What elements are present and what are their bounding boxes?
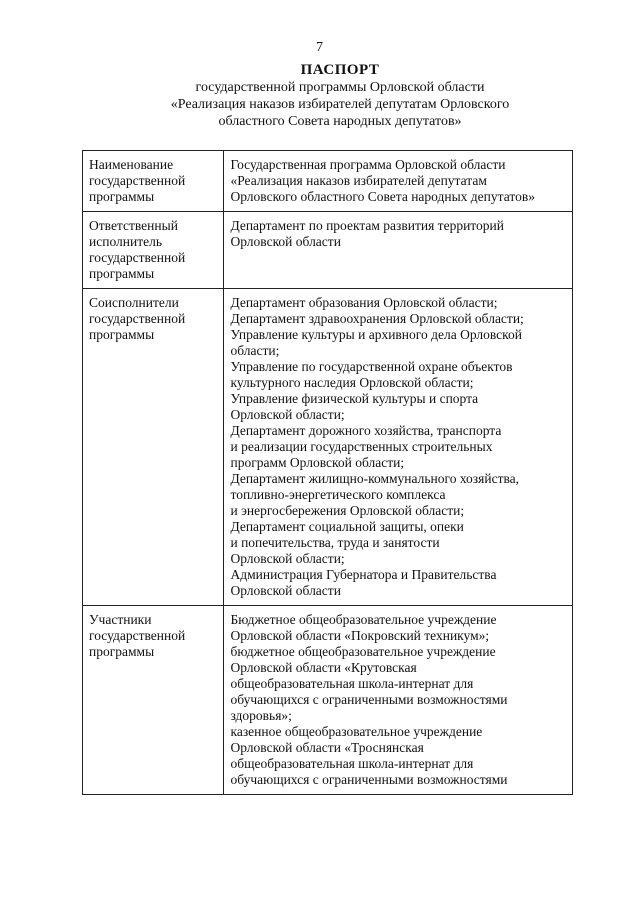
table-row-program-name bbox=[83, 151, 573, 212]
label-line: государственной bbox=[89, 311, 186, 326]
value-line: казенное общеобразовательное учреждение bbox=[230, 724, 483, 739]
label-line: государственной bbox=[89, 173, 186, 188]
value-line: программ Орловской области; bbox=[230, 455, 405, 470]
value-line: бюджетное общеобразовательное учреждение bbox=[230, 644, 496, 659]
value-line: общеобразовательная школа-интернат для bbox=[230, 756, 474, 771]
label-line: Участники bbox=[89, 612, 152, 627]
row-label bbox=[83, 212, 224, 289]
label-line: Наименование bbox=[89, 157, 174, 172]
value-line: и энергосбережения Орловской области; bbox=[230, 503, 465, 518]
value-line: Администрация Губернатора и Правительства bbox=[230, 567, 497, 582]
row-value bbox=[224, 212, 573, 289]
value-line: Департамент дорожного хозяйства, транспорта bbox=[230, 423, 502, 438]
document-title-block bbox=[60, 62, 620, 130]
value-line: обучающихся с ограниченными возможностями bbox=[230, 772, 508, 787]
row-value bbox=[224, 151, 573, 212]
document-subtitle-line: «Реализация наказов избирателей депутатам Орловского bbox=[170, 97, 510, 112]
row-label bbox=[83, 151, 224, 212]
value-line: Департамент жилищно-коммунального хозяйства, bbox=[230, 471, 520, 486]
label-line: программы bbox=[89, 327, 155, 342]
value-line: Государственная программа Орловской области bbox=[230, 157, 506, 172]
label-line: программы bbox=[89, 644, 155, 659]
row-value bbox=[224, 289, 573, 606]
value-line: и реализации государственных строительных bbox=[230, 439, 493, 454]
document-subtitle-line: областного Совета народных депутатов» bbox=[218, 114, 462, 129]
label-line: Соисполнители bbox=[89, 295, 179, 310]
value-line: культурного наследия Орловской области; bbox=[230, 375, 474, 390]
value-line: Орловской области bbox=[230, 583, 341, 598]
value-line: Управление культуры и архивного дела Орловской bbox=[230, 327, 523, 342]
value-line: Орловской области «Покровский техникум»; bbox=[230, 628, 490, 643]
value-line: Орловской области bbox=[230, 234, 341, 249]
label-line: государственной bbox=[89, 628, 186, 643]
value-line: и попечительства, труда и занятости bbox=[230, 535, 440, 550]
value-line: Бюджетное общеобразовательное учреждение bbox=[230, 612, 497, 627]
value-line: Департамент социальной защиты, опеки bbox=[230, 519, 464, 534]
document-subtitle-line: государственной программы Орловской области bbox=[195, 80, 485, 95]
page-number: 7 bbox=[316, 40, 323, 55]
label-line: программы bbox=[89, 189, 155, 204]
value-line: Орловской области «Крутовская bbox=[230, 660, 417, 675]
value-line: топливно-энергетического комплекса bbox=[230, 487, 446, 502]
value-line: Орловского областного Совета народных депутатов» bbox=[230, 189, 535, 204]
value-line: Департамент здравоохранения Орловской области; bbox=[230, 311, 524, 326]
value-line: Орловской области; bbox=[230, 551, 345, 566]
table-row-co-executors bbox=[83, 289, 573, 606]
row-value bbox=[224, 606, 573, 795]
row-label bbox=[83, 289, 224, 606]
table-row-participants bbox=[83, 606, 573, 795]
value-line: области; bbox=[230, 343, 280, 358]
label-line: государственной bbox=[89, 250, 186, 265]
table-row-responsible-executor bbox=[83, 212, 573, 289]
label-line: программы bbox=[89, 266, 155, 281]
passport-table bbox=[82, 150, 573, 795]
label-line: исполнитель bbox=[89, 234, 162, 249]
row-label bbox=[83, 606, 224, 795]
value-line: здоровья»; bbox=[230, 708, 292, 723]
value-line: Департамент образования Орловской области; bbox=[230, 295, 498, 310]
value-line: обучающихся с ограниченными возможностями bbox=[230, 692, 508, 707]
value-line: Управление физической культуры и спорта bbox=[230, 391, 479, 406]
value-line: Департамент по проектам развития территорий bbox=[230, 218, 504, 233]
value-line: «Реализация наказов избирателей депутатам bbox=[230, 173, 487, 188]
value-line: общеобразовательная школа-интернат для bbox=[230, 676, 474, 691]
value-line: Управление по государственной охране объектов bbox=[230, 359, 513, 374]
label-line: Ответственный bbox=[89, 218, 178, 233]
value-line: Орловской области; bbox=[230, 407, 345, 422]
document-title: ПАСПОРТ bbox=[300, 62, 380, 78]
value-line: Орловской области «Троснянская bbox=[230, 740, 424, 755]
